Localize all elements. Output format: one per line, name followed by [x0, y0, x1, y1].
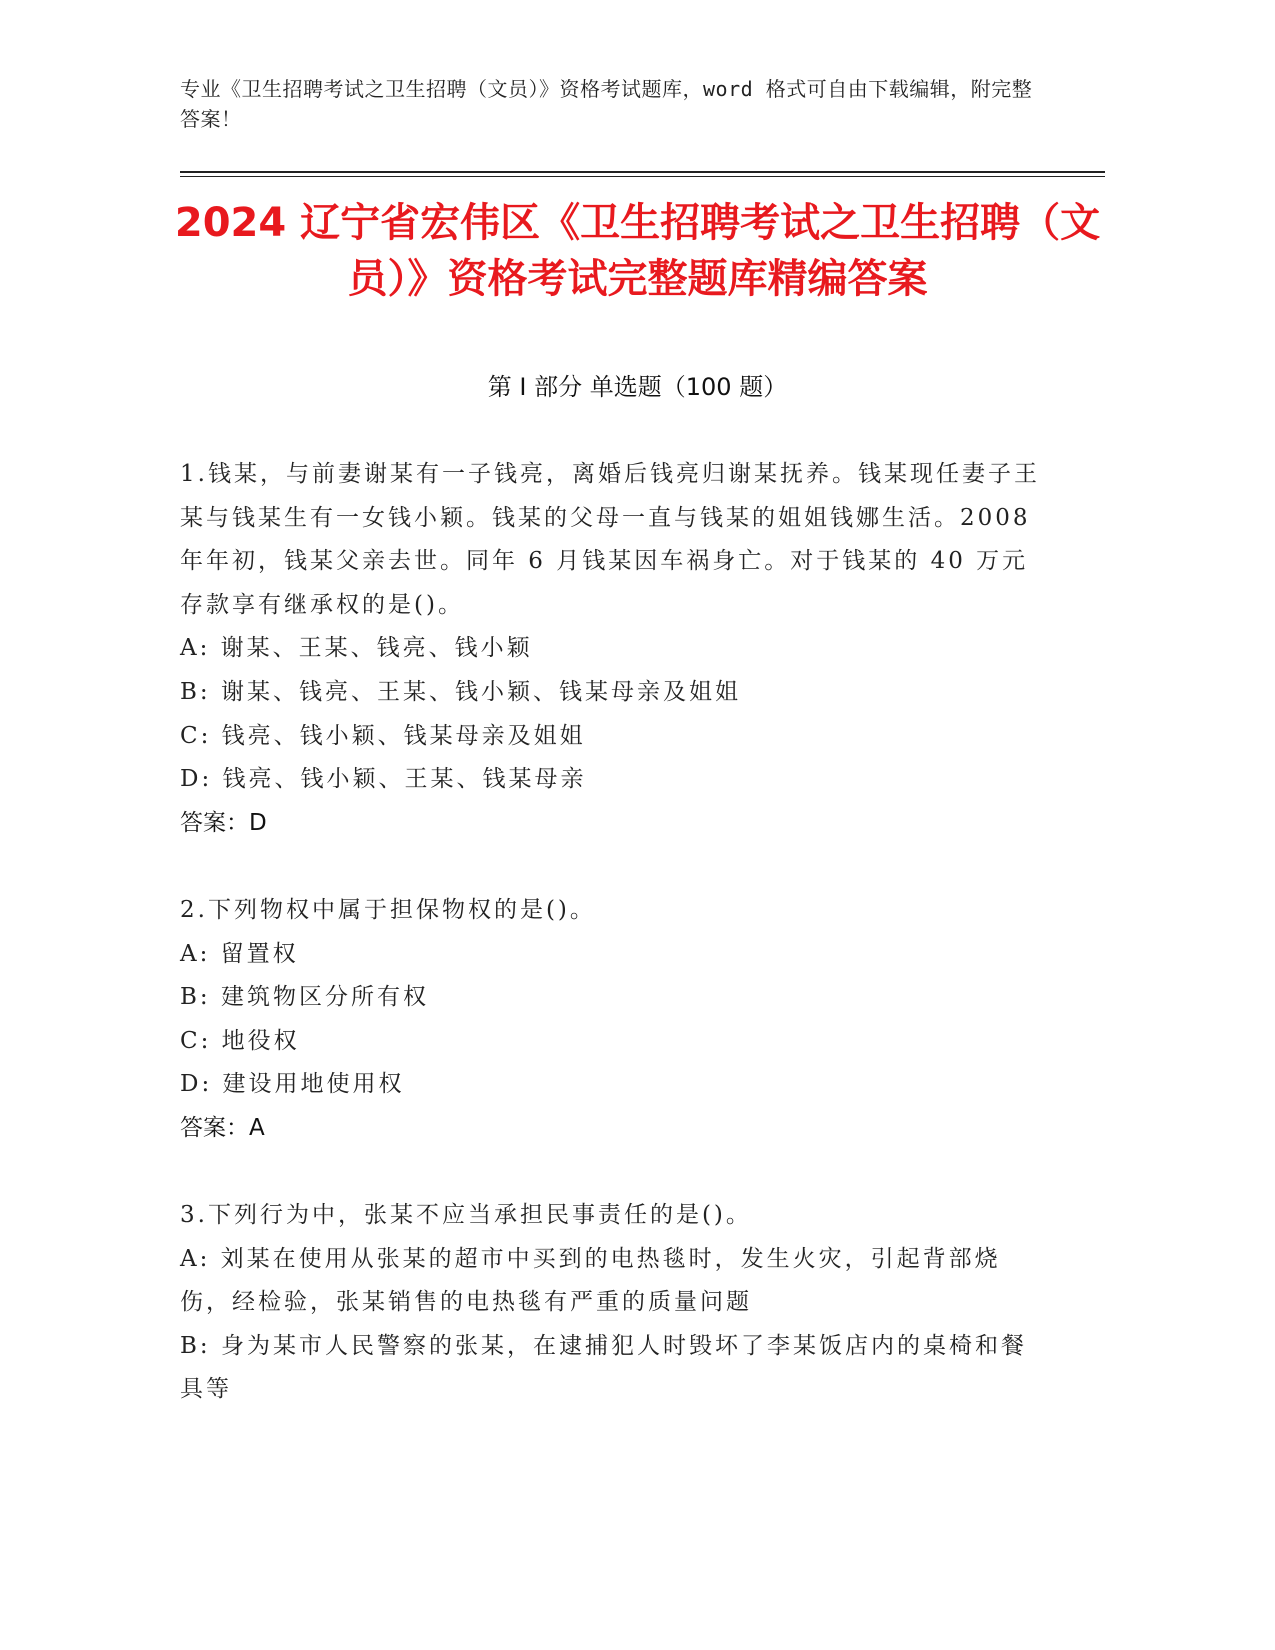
question-2: [180, 889, 1040, 1151]
question-text: 3.下列行为中，张某不应当承担民事责任的是()。: [180, 1202, 752, 1228]
option-a: A: 留置权: [180, 940, 299, 967]
header-rule-thick: [180, 171, 1105, 173]
option-b: B: 建筑物区分所有权: [180, 984, 429, 1011]
option-a: A: 刘某在使用从张某的超市中买到的电热毯时，发生火灾，引起背部烧伤，经检验，张某销售的电热毯有严重的质量问题: [180, 1245, 1001, 1316]
question-1: [180, 453, 1040, 845]
header-note: 专业《卫生招聘考试之卫生招聘（文员）》资格考试题库，word 格式可自由下载编辑，附完整答案！: [180, 77, 1033, 131]
header-rule-thin: [180, 176, 1105, 177]
option-d: D: 建设用地使用权: [180, 1071, 405, 1098]
question-text: 2.下列物权中属于担保物权的是()。: [180, 897, 596, 923]
option-b: B: 身为某市人民警察的张某，在逮捕犯人时毁坏了李某饭店内的桌椅和餐具等: [180, 1332, 1027, 1403]
option-b: B: 谢某、钱亮、王某、钱小颖、钱某母亲及姐姐: [180, 678, 741, 705]
answer: 答案：A: [180, 1114, 265, 1141]
question-3: [180, 1194, 1040, 1412]
option-a: A: 谢某、王某、钱亮、钱小颖: [180, 635, 533, 662]
option-c: C: 钱亮、钱小颖、钱某母亲及姐姐: [180, 722, 586, 749]
question-text: 1.钱某，与前妻谢某有一子钱亮，离婚后钱亮归谢某抚养。钱某现任妻子王某与钱某生有一女钱小颖。钱某的父母一直与钱某的姐姐钱娜生活。2008 年年初，钱某父亲去世。同年 6 月钱某因车祸身亡。对于钱某的 40 万元存款享有继承权的是()。: [180, 461, 1040, 618]
document-title: 2024 辽宁省宏伟区《卫生招聘考试之卫生招聘（文员）》资格考试完整题库精编答案: [174, 200, 1101, 302]
section-heading: 第 I 部分 单选题（100 题）: [487, 373, 788, 401]
option-c: C: 地役权: [180, 1027, 300, 1054]
option-d: D: 钱亮、钱小颖、王某、钱某母亲: [180, 766, 587, 793]
answer: 答案：D: [180, 809, 267, 836]
